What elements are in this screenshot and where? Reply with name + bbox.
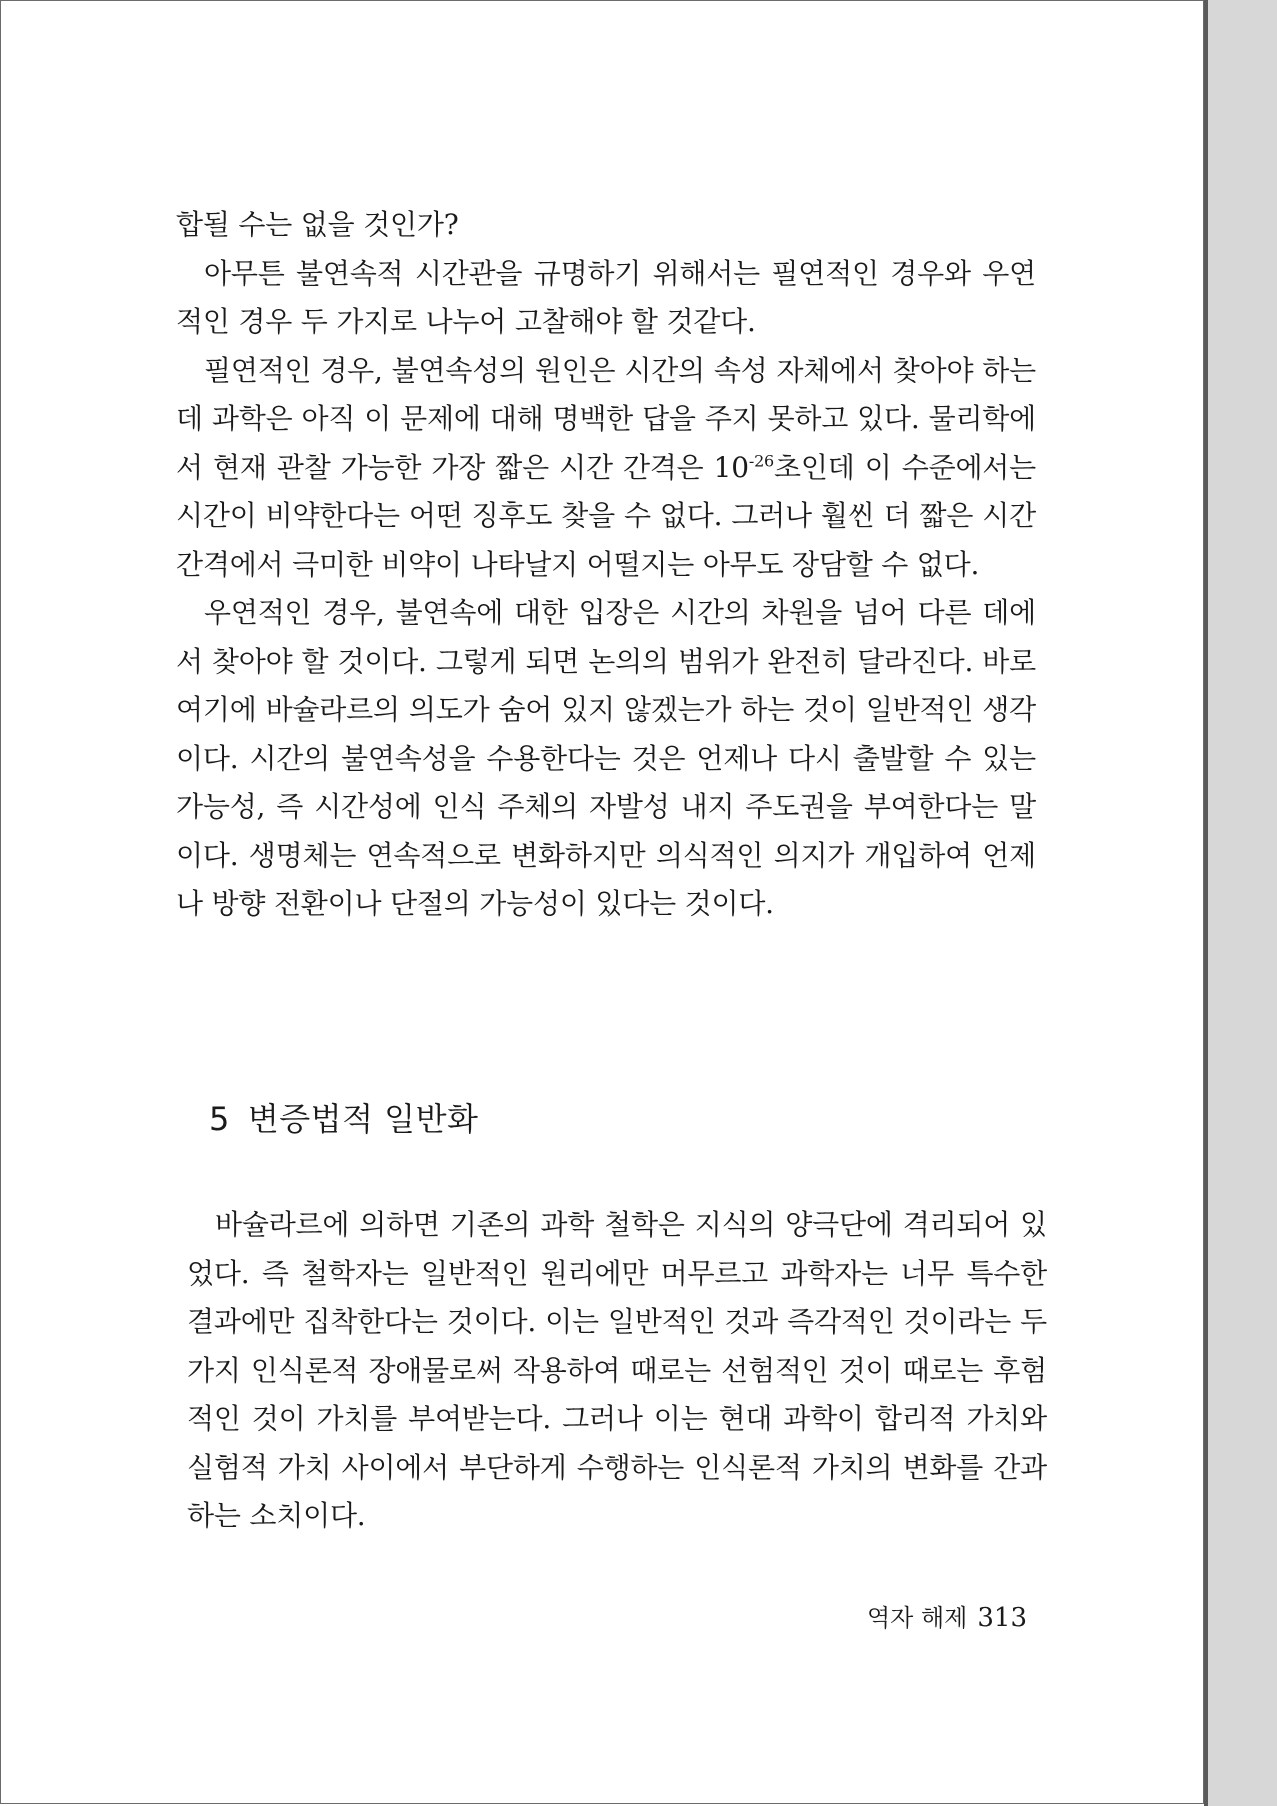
paragraph-5: 바슐라르에 의하면 기존의 과학 철학은 지식의 양극단에 격리되어 있었다. 즉 철학자는 일반적인 원리에만 머무르고 과학자는 너무 특수한 결과에만 집착한다는 것이다. 이는 일반적인 것과 즉각적인 것이라는 두 가지 인식론적 장애물로써 작용하여 때로는 선험적인 것이 때로는 후험적인 것이 가치를 부여받는다. 그러나 이는 현대 과학이 합리적 가치와 실험적 가치 사이에서 부단하게 수행하는 인식론적 가치의 변화를 간과하는 소치이다. xyxy=(187,1208,1047,1532)
viewer-background xyxy=(1208,0,1277,1806)
body-text-top xyxy=(176,201,1036,929)
paragraph-1: 합될 수는 없을 것인가? xyxy=(176,208,459,241)
paragraph-4: 우연적인 경우, 불연속에 대한 입장은 시간의 차원을 넘어 다른 데에서 찾아야 할 것이다. 그렇게 되면 논의의 범위가 완전히 달라진다. 바로 여기에 바슐라르의 의도가 숨어 있지 않겠는가 하는 것이 일반적인 생각이다. 시간의 불연속성을 수용한다는 것은 언제나 다시 출발할 수 있는 가능성, 즉 시간성에 인식 주체의 자발성 내지 주도권을 부여한다는 말이다. 생명체는 연속적으로 변화하지만 의식적인 의지가 개입하여 언제나 방향 전환이나 단절의 가능성이 있다는 것이다. xyxy=(176,596,1036,920)
page-number: 313 xyxy=(977,1603,1028,1633)
paragraph-3 xyxy=(176,347,1036,590)
exponent: -26 xyxy=(748,451,775,471)
paragraph-3-before: 필연적인 경우, 불연속성의 원인은 시간의 속성 자체에서 찾아야 하는데 과학은 아직 이 문제에 대해 명백한 답을 주지 못하고 있다. 물리학에서 현재 관찰 가능한 가장 짧은 시간 간격은 10 xyxy=(176,353,1036,484)
section-number: 5 xyxy=(209,1100,230,1138)
paragraph-2: 아무튼 불연속적 시간관을 규명하기 위해서는 필연적인 경우와 우연적인 경우 두 가지로 나누어 고찰해야 할 것같다. xyxy=(176,256,1036,338)
running-head: 역자 해제 xyxy=(867,1604,968,1632)
section-title: 변증법적 일반화 xyxy=(247,1100,479,1138)
section-heading xyxy=(209,1099,478,1139)
paragraph-3-after: 초인데 이 수준에서는 시간이 비약한다는 어떤 징후도 찾을 수 없다. 그러나 훨씬 더 짧은 시간 간격에서 극미한 비약이 나타날지 어떨지는 아무도 장담할 수 없다. xyxy=(176,450,1036,581)
page-footer xyxy=(867,1598,1027,1633)
body-text-bottom xyxy=(187,1201,1047,1541)
